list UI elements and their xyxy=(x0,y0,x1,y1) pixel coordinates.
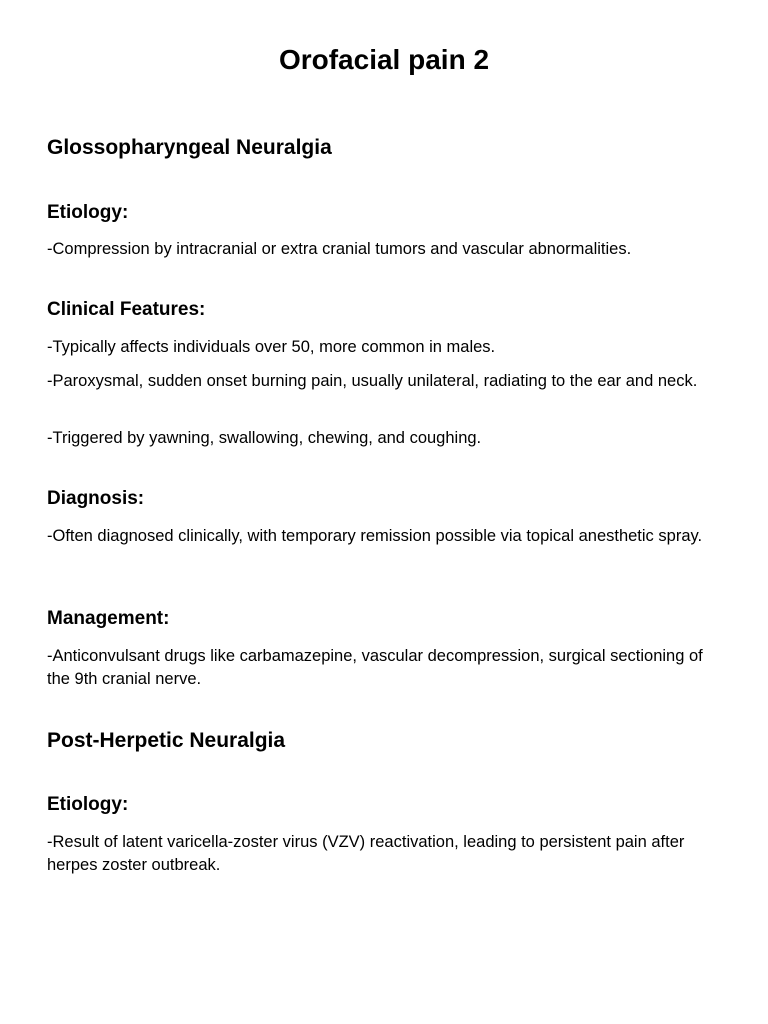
section-heading-glossopharyngeal-neuralgia: Glossopharyngeal Neuralgia xyxy=(47,136,332,159)
paragraph: -Triggered by yawning, swallowing, chewing, and coughing. xyxy=(47,429,482,447)
paragraph: -Result of latent varicella-zoster virus (VZV) reactivation, leading to persistent pain after herpes zoster outbreak. xyxy=(47,833,685,874)
subsection-heading-etiology: Etiology: xyxy=(47,794,129,815)
subsection-heading-clinical-features: Clinical Features: xyxy=(47,299,206,320)
subsection-heading-management: Management: xyxy=(47,608,170,629)
paragraph: -Paroxysmal, sudden onset burning pain, usually unilateral, radiating to the ear and neck. xyxy=(47,372,698,390)
subsection-heading-diagnosis: Diagnosis: xyxy=(47,488,145,509)
section-heading-post-herpetic-neuralgia: Post-Herpetic Neuralgia xyxy=(47,729,286,752)
subsection-heading-etiology: Etiology: xyxy=(47,202,129,223)
paragraph: -Typically affects individuals over 50, more common in males. xyxy=(47,338,496,356)
paragraph: -Anticonvulsant drugs like carbamazepine, vascular decompression, surgical sectioning of the 9th cranial nerve. xyxy=(47,647,703,688)
page-title: Orofacial pain 2 xyxy=(278,44,490,75)
paragraph: -Often diagnosed clinically, with temporary remission possible via topical anesthetic spray. xyxy=(47,527,703,545)
paragraph: -Compression by intracranial or extra cranial tumors and vascular abnormalities. xyxy=(47,240,632,258)
